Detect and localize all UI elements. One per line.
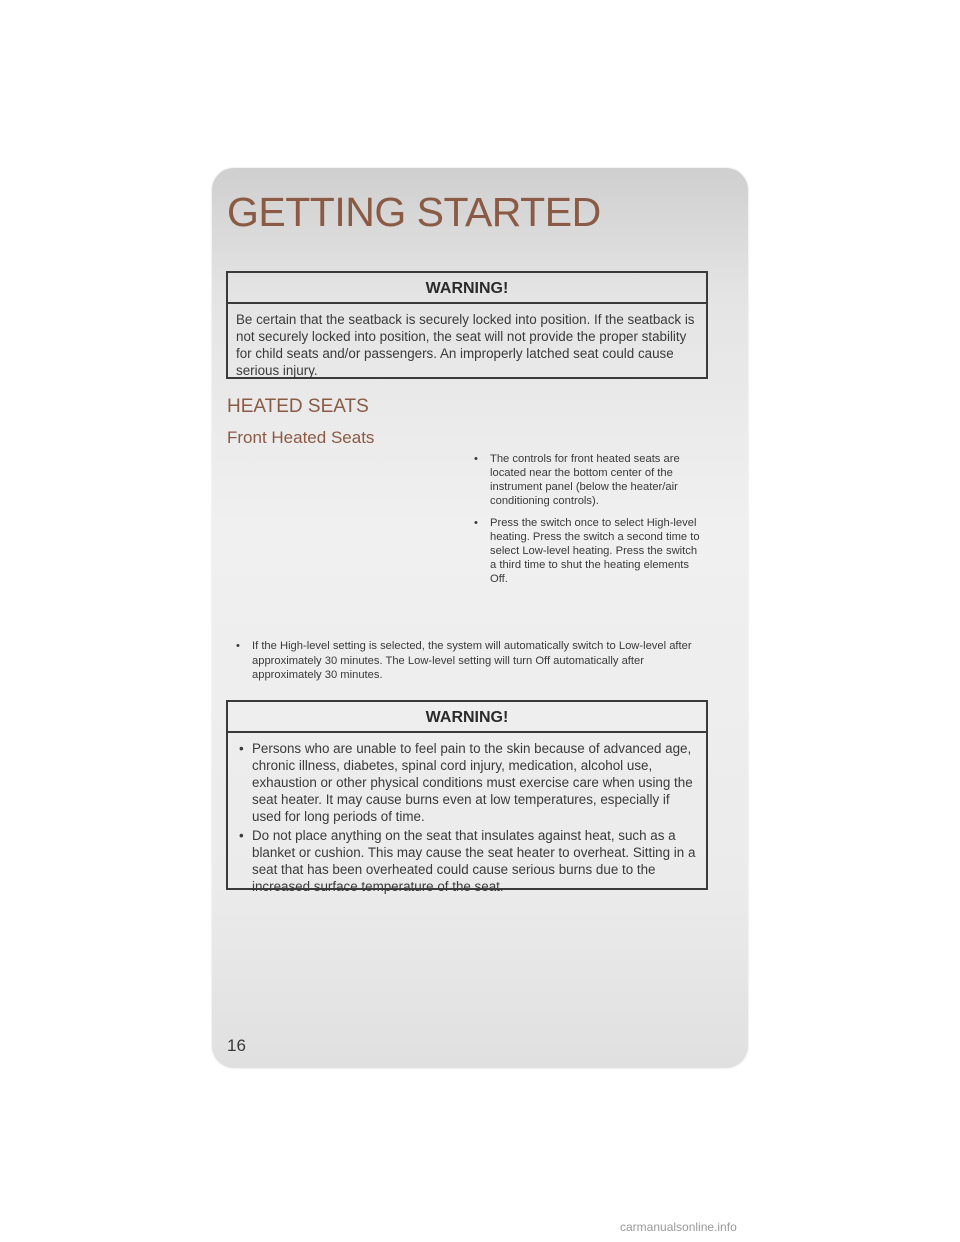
section-title: GETTING STARTED — [227, 189, 601, 235]
heated-seats-bullets — [466, 452, 706, 594]
heated-seats-timer-bullets — [228, 639, 706, 683]
list-item: • Persons who are unable to feel pain to the skin because of advanced age, chronic illness, diabetes, spinal cord injury, medication, alcohol use, exhaustion or other physical conditions must exercise care when using the seat heater. It may cause burns even at low temperatures, especially if used for long periods of time. — [236, 740, 698, 825]
warning-body — [228, 733, 706, 895]
warning-title: WARNING! — [228, 273, 706, 304]
front-heated-seats-subheading: Front Heated Seats — [227, 428, 375, 447]
list-item: • The controls for front heated seats are located near the bottom center of the instrument panel (below the heater/air conditioning controls). — [466, 452, 706, 508]
watermark: carmanualsonline.info — [620, 1220, 737, 1234]
heated-seats-heading: HEATED SEATS — [227, 396, 369, 417]
warning-box-seat-heater — [226, 700, 708, 894]
warning-title: WARNING! — [228, 702, 706, 733]
list-item: • Press the switch once to select High-level heating. Press the switch a second time to select Low-level heating. Press the switch a third time to shut the heating elements Off. — [466, 516, 706, 586]
warning-bullets — [236, 740, 698, 895]
list-item: • If the High-level setting is selected, the system will automatically switch to Low-level after approximately 30 minutes. The Low-level setting will turn Off automatically after approximately 30 minutes. — [228, 639, 706, 683]
warning-text: Be certain that the seatback is securely locked into position. If the seatback is not securely locked into position, the seat will not provide the proper stability for child seats and/or passengers. An improperly latched seat could cause serious injury. — [236, 312, 695, 378]
page-number: 16 — [227, 1036, 246, 1055]
list-item: • Do not place anything on the seat that insulates against heat, such as a blanket or cushion. This may cause the seat heater to overheat. Sitting in a seat that has been overheated could cause serious burns due to the increased surface temperature of the seat. — [236, 827, 698, 895]
warning-box-seatback — [226, 271, 708, 379]
